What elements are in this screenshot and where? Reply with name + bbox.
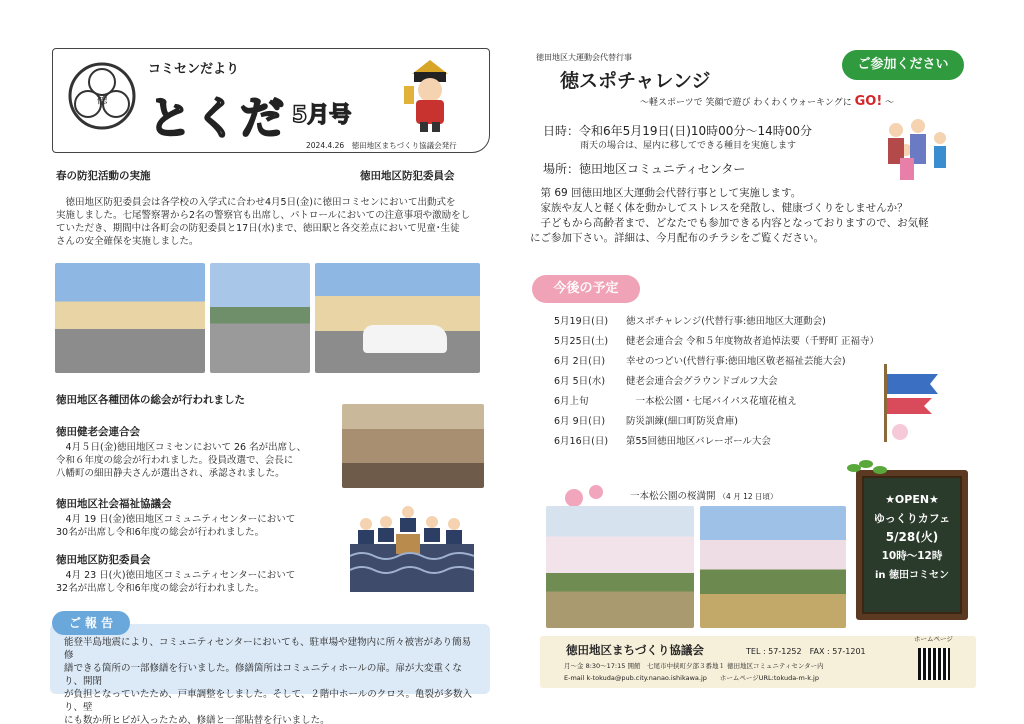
samurai-mascot-icon	[398, 56, 462, 134]
event-tagline: ～軽スポーツで 笑顔で遊び わくわくウォーキングに GO! ～	[640, 94, 895, 109]
event-organizer: 徳田地区大運動会代替行事	[536, 53, 632, 62]
homepage-label: ホームページ	[914, 635, 953, 643]
publish-date: 2024.4.26 徳田地区まちづくり協議会発行	[306, 141, 457, 150]
list-item: 6月 9日(日) 防災訓練(細口町防災倉庫)	[554, 416, 738, 427]
departure-ceremony-photo	[55, 263, 205, 373]
group-body-welfare: 4月 19 日(金)徳田地区コミュニティセンターにおいて 30名が出席し令和6年度の総会が行われました。	[56, 514, 296, 538]
list-item: 6月16日(日) 第55回徳田地区バレーボール大会	[554, 436, 771, 447]
crime-prevention-org: 徳田地区防犯委員会	[360, 170, 455, 182]
list-item: 6月上旬 一本松公園・七尾バイパス花壇花植え	[554, 396, 797, 407]
event-title: 徳スポチャレンジ	[560, 70, 711, 92]
sakura-photo-1	[546, 506, 694, 628]
issue-label: 5月号	[292, 103, 352, 128]
group-heading-elderly: 徳田健老会連合会	[56, 426, 140, 438]
report-label: ご 報 告	[52, 611, 130, 635]
event-datetime: 日時：令和6年5月19日(日)10時00分～14時00分	[543, 124, 812, 138]
meeting-illustration-icon	[350, 504, 474, 592]
cafe-time: 10時～12時	[881, 550, 943, 562]
group-heading-welfare: 徳田地区社会福祉協議会	[56, 498, 172, 510]
list-item: 6月 5日(水) 健老会連合会グラウンドゴルフ大会	[554, 376, 778, 387]
newsletter-title: とくだ	[148, 93, 286, 144]
crime-prevention-body: 徳田地区防犯委員会は各学校の入学式に合わせ4月5日(金)に徳田コミセンにおいて出動式を 実施しました。七尾警察署から2名の警察官も出席し、パトロールにおいての注意事項や激励をし ていただき、期間中は各町会の防犯委員と17日(水)まで、徳田駅と各交差点において児童･生徒 さんの安全確保を実施しました。	[56, 197, 471, 247]
assemblies-heading: 徳田地区各種団体の総会が行われました	[56, 394, 245, 406]
report-box: 能登半島地震により、コミュニティセンターにおいても、駐車場や建物内に所々被害があり簡易修 繕できる箇所の一部修繕を行いました。修繕箇所はコミュニティホールの扉。扉が大変重くなり、開閉 が負担となっていたため、戸車調整をしました。そして、２階中ホールのクロス。亀裂が多数入り、壁 にも数か所ヒビが入ったため、修繕と一部貼替を行いました。	[50, 624, 490, 694]
join-us-bubble: ご参加ください	[842, 50, 964, 80]
footer-org: 徳田地区まちづくり協議会	[566, 643, 704, 657]
crime-prevention-heading: 春の防犯活動の実施	[56, 170, 151, 182]
group-body-elderly: 4月５日(金)徳田地区コミセンにおいて 26 名が出席し、 令和６年度の総会が行われました。役員改選で、会長に 八幡町の細田静夫さんが選出され、承認されました。	[56, 442, 307, 479]
footer-hours-address: 月～金 8:30～17:15 開館 七尾市中挟町夕部３番地１ 徳田地区コミュニティセンター内	[564, 662, 824, 670]
list-item: 6月 2日(日) 幸せのつどい(代替行事:徳田地区敬老福祉芸能大会)	[554, 356, 846, 367]
cafe-name: ゆっくりカフェ	[873, 512, 951, 525]
event-place: 場所：徳田地区コミュニティセンター	[543, 162, 746, 176]
schedule-list	[554, 312, 879, 452]
cafe-place: in 徳田コミセン	[874, 570, 950, 581]
list-item: 5月19日(日) 徳スポチャレンジ(代替行事:徳田地区大運動会)	[554, 316, 826, 327]
event-body: 第 69 回徳田地区大運動会代替行事として実施します。 家族や友人と軽く体を動かしてストレスを発散し、健康づくりをしませんか？ 子どもから高齢者まで、どなたでも参加できる内容となっておりますので、お気軽 にご参加下さい。詳細は、今月配布のチラシをご覧ください。	[530, 187, 929, 244]
cafe-date: 5/28(火)	[885, 530, 939, 544]
qr-code-icon[interactable]	[918, 648, 950, 680]
footer-email-web: E-mail k-tokuda@pub.city.nanao.ishikawa.jp ホームページURL:tokuda-m-k.jp	[564, 674, 819, 682]
koinobori-icon	[878, 360, 954, 444]
event-rain-note: 雨天の場合は、屋内に移してできる種目を実施します	[580, 141, 797, 151]
cafe-open: ★OPEN★	[885, 493, 939, 506]
sakura-photo-2	[700, 506, 846, 628]
list-item: 5月25日(土) 健老会連合会 令和５年度物故者追悼法要（千野町 正福寺）	[554, 336, 880, 347]
crest-logo-icon	[68, 62, 136, 130]
footer-tel-fax: TEL : 57-1252 FAX : 57-1201	[746, 647, 866, 656]
police-officer-photo	[210, 263, 310, 373]
newsletter-subtitle: コミセンだより	[148, 62, 240, 77]
vine-leaves-icon	[846, 456, 890, 480]
sakura-caption: 一本松公園の桜満開 （4 月 12 日頃）	[630, 491, 778, 502]
assembly-meeting-photo	[342, 404, 484, 488]
group-body-crime: 4月 23 日(火)徳田地区コミュニティセンターにおいて 32名が出席し令和6年度の総会が行われました。	[56, 570, 296, 594]
schedule-label: 今後の予定	[532, 275, 640, 303]
svg-text:徳: 徳	[96, 93, 108, 106]
patrol-car-photo	[315, 263, 480, 373]
family-illustration-icon	[882, 116, 952, 196]
cafe-chalkboard	[856, 470, 968, 620]
group-heading-crime: 徳田地区防犯委員会	[56, 554, 151, 566]
